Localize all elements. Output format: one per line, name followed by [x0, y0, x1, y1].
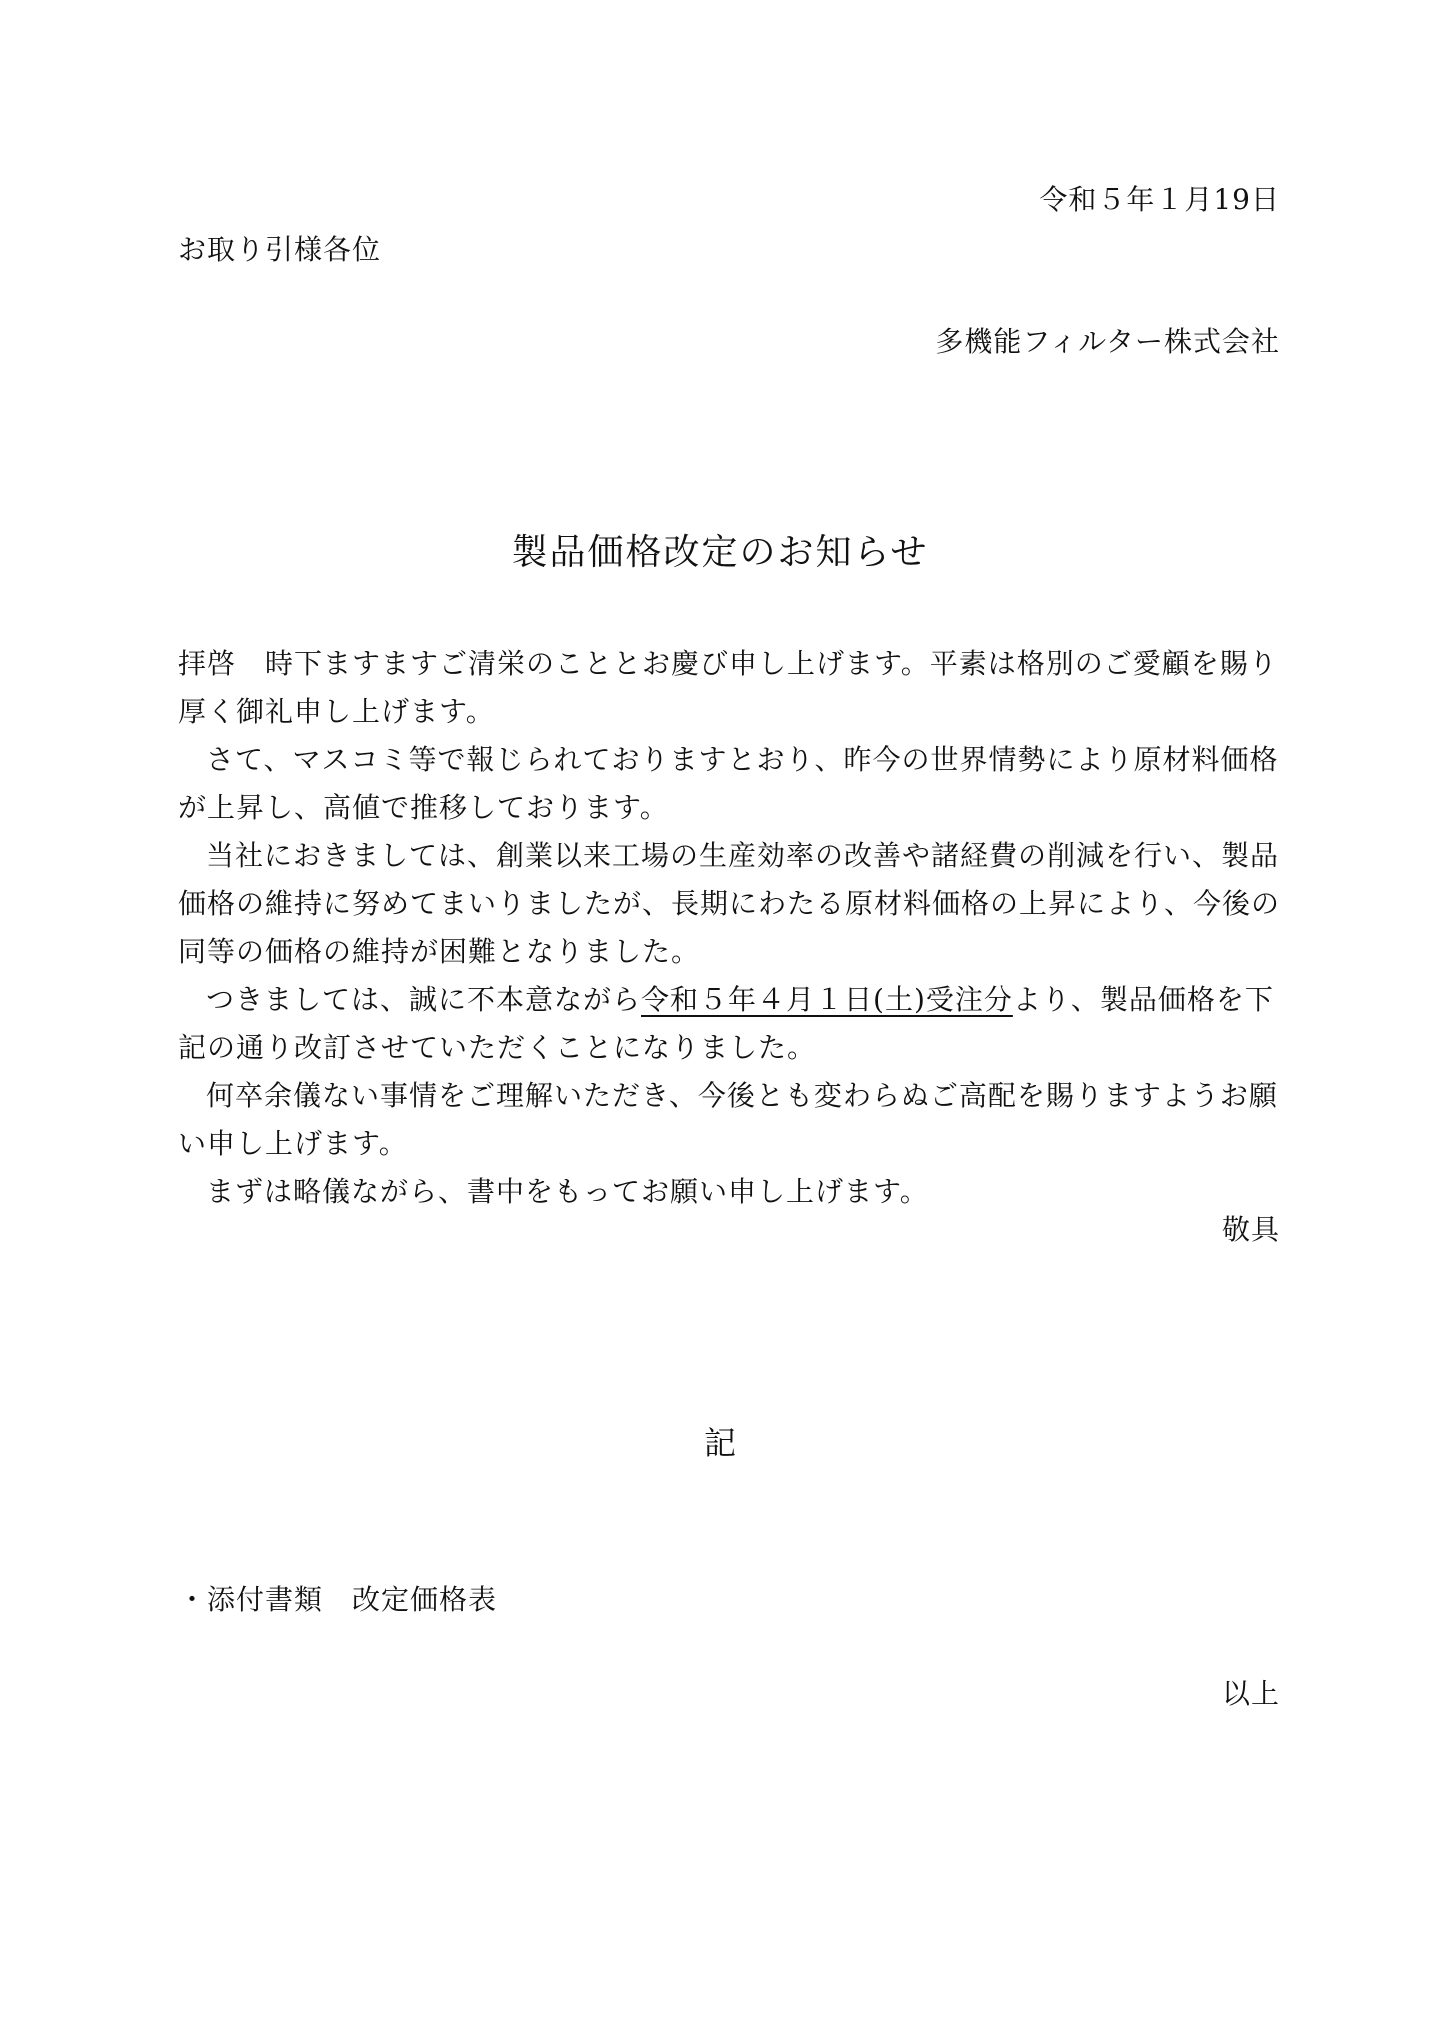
revision-text-after: より、製品価格を下記の通り改訂させていただくことになりました。: [178, 983, 1274, 1064]
paragraph-request: 何卒余儀ない事情をご理解いただき、今後とも変わらぬご高配を賜りますようお願い申し上げます。: [178, 1079, 1278, 1160]
sender-company: 多機能フィルター株式会社: [935, 325, 1280, 358]
document-title: 製品価格改定のお知らせ: [511, 532, 929, 573]
letter-body: [178, 640, 1282, 1216]
ki-heading: 記: [703, 1424, 736, 1462]
paragraph-efforts: 当社におきましては、創業以来工場の生産効率の改善や諸経費の削減を行い、製品価格の維持に努めてまいりましたが、長期にわたる原材料価格の上昇により、今後の同等の価格の維持が困難となりました。: [178, 839, 1281, 968]
revision-text-before: つきましては、誠に不本意ながら: [206, 983, 642, 1016]
recipient-line: お取り引様各位: [178, 233, 382, 266]
end-ijou: 以上: [1221, 1677, 1280, 1710]
paragraph-closing-note: まずは略儀ながら、書中をもってお願い申し上げます。: [206, 1175, 929, 1208]
attachment-line: ・添付書類 改定価格表: [178, 1583, 498, 1616]
paragraph-revision: [178, 976, 1282, 1072]
closing-keigu: 敬具: [1221, 1213, 1280, 1246]
paragraph-greeting: 拝啓 時下ますますご清栄のこととお慶び申し上げます。平素は格別のご愛顧を賜り厚く御礼申し上げます。: [178, 647, 1278, 728]
paragraph-situation: さて、マスコミ等で報じられておりますとおり、昨今の世界情勢により原材料価格が上昇し、高値で推移しております。: [178, 743, 1279, 824]
letter-date: 令和５年１月19日: [1039, 183, 1280, 216]
revision-effective-date: 令和５年４月１日(土)受注分: [641, 983, 1013, 1016]
